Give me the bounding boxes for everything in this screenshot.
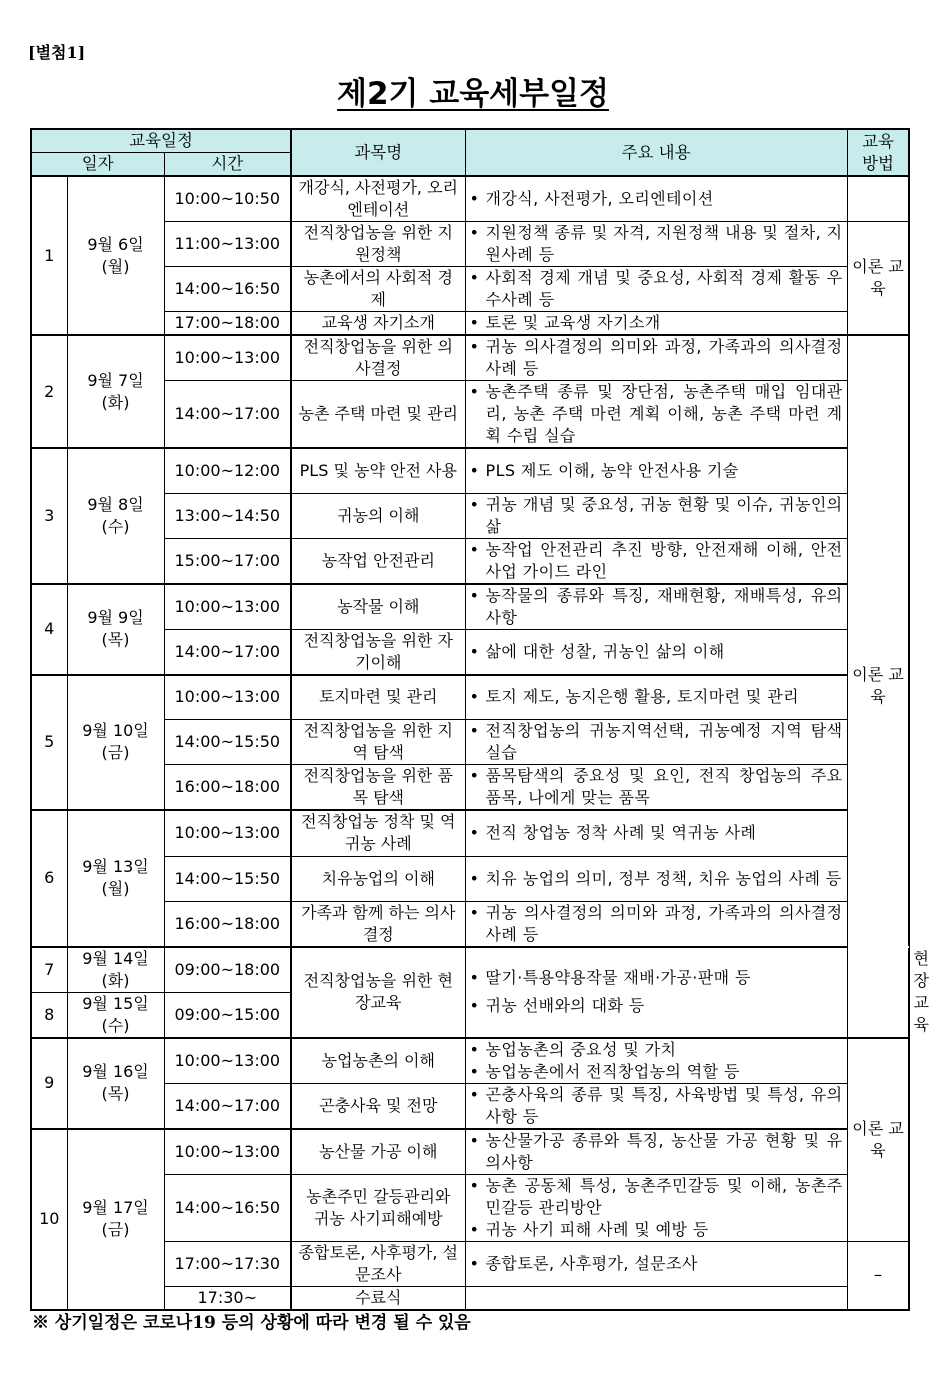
day-number: 6 xyxy=(31,810,67,947)
session-subject: 농작물 이해 xyxy=(291,584,465,630)
session-time: 14:00~17:00 xyxy=(164,1083,291,1129)
day-date: 9월 7일 (화) xyxy=(67,335,164,448)
session-subject: 농촌주민 갈등관리와 귀농 사기피해예방 xyxy=(291,1174,465,1241)
session-subject: 수료식 xyxy=(291,1286,465,1310)
session-content: • 토지 제도, 농지은행 활용, 토지마련 및 관리 xyxy=(465,675,847,720)
session-subject: 전직창업농을 위한 지역 탐색 xyxy=(291,720,465,765)
session-content: • PLS 제도 이해, 농약 안전사용 기술 xyxy=(465,448,847,493)
session-time: 14:00~15:50 xyxy=(164,720,291,765)
session-time: 10:00~13:00 xyxy=(164,584,291,630)
session-subject: 전직창업농을 위한 품목 탐색 xyxy=(291,765,465,811)
footnote: ※ 상기일정은 코로나19 등의 상황에 따라 변경 될 수 있음 xyxy=(32,1313,471,1333)
header-method: 교육 방법 xyxy=(847,129,909,176)
session-time: 10:00~12:00 xyxy=(164,448,291,493)
session-subject: 개강식, 사전평가, 오리엔테이션 xyxy=(291,176,465,222)
day-number: 2 xyxy=(31,335,67,448)
day-date: 9월 17일 (금) xyxy=(67,1129,164,1310)
session-content: • 전직 창업농 정착 사례 및 역귀농 사례 xyxy=(465,810,847,856)
day-number: 4 xyxy=(31,584,67,675)
session-subject: 농촌 주택 마련 및 관리 xyxy=(291,381,465,449)
day-date: 9월 15일 (수) xyxy=(67,992,164,1038)
session-time: 13:00~14:50 xyxy=(164,493,291,538)
method-cell: 이론 교육 xyxy=(847,222,909,336)
session-subject: 가족과 함께 하는 의사 결정 xyxy=(291,901,465,947)
session-content: • 농산물가공 종류와 특징, 농산물 가공 현황 및 유의사항 xyxy=(465,1129,847,1175)
session-content: • 귀농 개념 및 중요성, 귀농 현황 및 이슈, 귀농인의 삶 xyxy=(465,493,847,538)
session-content: • 농촌 공동체 특성, 농촌주민갈등 및 이해, 농촌주민갈등 관리방안 • 귀농 사기 피해 사례 및 예방 등 xyxy=(465,1174,847,1241)
session-content: • 귀농 의사결정의 의미와 과정, 가족과의 의사결정 사례 등 xyxy=(465,335,847,381)
session-subject: 농작업 안전관리 xyxy=(291,538,465,584)
session-time: 17:00~18:00 xyxy=(164,312,291,336)
session-content: • 농작업 안전관리 추진 방향, 안전재해 이해, 안전사업 가이드 라인 xyxy=(465,538,847,584)
session-content: • 종합토론, 사후평가, 설문조사 xyxy=(465,1241,847,1286)
session-time: 10:00~13:00 xyxy=(164,335,291,381)
session-time: 10:00~13:00 xyxy=(164,675,291,720)
session-subject: 전직창업농을 위한 의사결정 xyxy=(291,335,465,381)
session-content: • 토론 및 교육생 자기소개 xyxy=(465,312,847,336)
method-cell xyxy=(847,176,909,222)
day-number: 10 xyxy=(31,1129,67,1310)
session-time: 17:30~ xyxy=(164,1286,291,1310)
session-time: 14:00~16:50 xyxy=(164,1174,291,1241)
session-time: 10:00~13:00 xyxy=(164,1038,291,1084)
session-subject: 전직창업농 정착 및 역귀농 사례 xyxy=(291,810,465,856)
session-time: 10:00~13:00 xyxy=(164,810,291,856)
day-number: 3 xyxy=(31,448,67,584)
method-cell: 이론 교육 xyxy=(847,1038,909,1242)
day-number: 8 xyxy=(31,992,67,1038)
day-date: 9월 16일 (목) xyxy=(67,1038,164,1129)
attachment-label: [별첨1] xyxy=(28,43,86,62)
session-content xyxy=(465,1286,847,1310)
session-content: • 딸기·특용약용작물 재배·가공·판매 등 • 귀농 선배와의 대화 등 xyxy=(465,947,847,1038)
session-content: • 품목탐색의 중요성 및 요인, 전직 창업농의 주요 품목, 나에게 맞는 품목 xyxy=(465,765,847,811)
session-content: • 농촌주택 종류 및 장단점, 농촌주택 매입 임대관리, 농촌 주택 마련 계획 이해, 농촌 주택 마련 계획 수립 실습 xyxy=(465,381,847,449)
day-number: 9 xyxy=(31,1038,67,1129)
session-content: • 농업농촌의 중요성 및 가치 • 농업농촌에서 전직창업농의 역할 등 xyxy=(465,1038,847,1084)
session-subject: 귀농의 이해 xyxy=(291,493,465,538)
session-subject: 토지마련 및 관리 xyxy=(291,675,465,720)
schedule-table: 교육일정 과목명 주요 내용 교육 방법 일자 시간 1 9월 6일 (월) 10:00~10:50 개강식, 사전평가, 오리엔테이션 • 개강식, 사전평가, 오리엔테이션 11:00~13:00 전직창업농을 위한 지원정책 • 지원정책 종류 및 자격, 지원정책 내용 및 절차, 지원사례 등 이론 교육 14:00~16:50 농촌에서의 사회적 경제 • 사회적 경제 개념 및 중요성, 사회적 경제 활동 우수사례 등 17:00~18:00 교육생 자기소개 • 토론 및 교육생 자기소개 2 9월 7일 (화) 10:00~13:00 전직창업농을 위한 의사결정 • 귀농 의사결정의 의미와 과정, 가족과의 의사결정 사례 등 이론 교육 14:00~17:00 농촌 주택 마련 및 관리 • 농촌주택 종류 및 장단점, 농촌주택 매입 임대관리, 농촌 주택 마련 계획 이해, 농촌 주택 마련 계획 수립 실습 3 9월 8일 (수) 10:00~12:00 PLS 및 농약 안전 사용 • PLS 제도 이해, 농약 안전사용 기술 13:00~14:50 귀농의 이해 • 귀농 개념 및 중요성, 귀농 현황 및 이슈, 귀농인의 삶 15:00~17:00 농작업 안전관리 • 농작업 안전관리 추진 방향, 안전재해 이해, 안전사업 가이드 라인 4 9월 9일 (목) 10:00~13:00 농작물 이해 • 농작물의 종류와 특징, 재배현황, 재배특성, 유의사항 14:00~17:00 전직창업농을 위한 자기이해 • 삶에 대한 성찰, 귀농인 삶의 이해 5 9월 10일 (금) 10:00~13:00 토지마련 및 관리 • 토지 제도, 농지은행 활용, 토지마련 및 관리 14:00~15:50 전직창업농을 위한 지역 탐색 • 전직창업농의 귀농지역선택, 귀농예정 지역 탐색 실습 16:00~18:00 전직창업농을 위한 품목 탐색 • 품목탐색의 중요성 및 요인, 전직 창업농의 주요 품목, 나에게 맞는 품목 6 9월 13일 (월) 10:00~13:00 전직창업농 정착 및 역귀농 사례 • 전직 창업농 정착 사례 및 역귀농 사례 14:00~15:50 치유농업의 이해 • 치유 농업의 의미, 정부 정책, 치유 농업의 사례 등 16:00~18:00 가족과 함께 하는 의사 결정 • 귀농 의사결정의 의미와 과정, 가족과의 의사결정 사례 등 7 9월 14일 (화) 09:00~18:00 전직창업농을 위한 현장교육 • 딸기·특용약용작물 재배·가공·판매 등 • 귀농 선배와의 대화 등 현장 교육 8 9월 15일 (수) 09:00~15:00 9 9월 16일 (목) 10:00~13:00 농업농촌의 이해 • 농업농촌의 중요성 및 가치 • 농업농촌에서 전직창업농의 역할 등 이론 교육 14:00~17:00 곤충사육 및 전망 • 곤충사육의 종류 및 특징, 사육방법 및 특성, 유의사항 등 10 9월 17일 (금) 10:00~13:00 농산물 가공 이해 • 농산물가공 종류와 특징, 농산물 가공 현황 및 유의사항 14:00~16:50 농촌주민 갈등관리와 귀농 사기피해예방 • 농촌 공동체 특성, 농촌주민갈등 및 이해, 농촌주민갈등 관리방안 • 귀농 사기 피해 사례 및 예방 등 17:00~17:30 종합토론, 사후평가, 설문조사 • 종합토론, 사후평가, 설문조사 – 17:30~ 수료식 xyxy=(30,128,910,1311)
session-subject: 전직창업농을 위한 자기이해 xyxy=(291,629,465,675)
day-number: 1 xyxy=(31,176,67,335)
session-subject: 치유농업의 이해 xyxy=(291,856,465,901)
session-content: • 귀농 의사결정의 의미와 과정, 가족과의 의사결정 사례 등 xyxy=(465,901,847,947)
day-date: 9월 14일 (화) xyxy=(67,947,164,993)
header-day: 일자 xyxy=(31,153,164,177)
session-time: 10:00~13:00 xyxy=(164,1129,291,1175)
session-content: • 곤충사육의 종류 및 특징, 사육방법 및 특성, 유의사항 등 xyxy=(465,1083,847,1129)
session-subject: PLS 및 농약 안전 사용 xyxy=(291,448,465,493)
session-content: • 지원정책 종류 및 자격, 지원정책 내용 및 절차, 지원사례 등 xyxy=(465,222,847,267)
header-schedule: 교육일정 xyxy=(31,129,291,153)
page-title: 제2기 교육세부일정 xyxy=(337,76,609,112)
session-subject: 전직창업농을 위한 지원정책 xyxy=(291,222,465,267)
session-subject: 곤충사육 및 전망 xyxy=(291,1083,465,1129)
session-subject: 교육생 자기소개 xyxy=(291,312,465,336)
day-date: 9월 6일 (월) xyxy=(67,176,164,335)
session-time: 14:00~15:50 xyxy=(164,856,291,901)
session-time: 16:00~18:00 xyxy=(164,901,291,947)
session-content: • 사회적 경제 개념 및 중요성, 사회적 경제 활동 우수사례 등 xyxy=(465,267,847,312)
session-time: 11:00~13:00 xyxy=(164,222,291,267)
session-content: • 개강식, 사전평가, 오리엔테이션 xyxy=(465,176,847,222)
day-date: 9월 8일 (수) xyxy=(67,448,164,584)
session-time: 09:00~18:00 xyxy=(164,947,291,993)
day-date: 9월 9일 (목) xyxy=(67,584,164,675)
session-time: 17:00~17:30 xyxy=(164,1241,291,1286)
header-content: 주요 내용 xyxy=(465,129,847,176)
session-time: 14:00~17:00 xyxy=(164,381,291,449)
day-number: 7 xyxy=(31,947,67,993)
day-number: 5 xyxy=(31,675,67,811)
session-time: 15:00~17:00 xyxy=(164,538,291,584)
session-subject: 농업농촌의 이해 xyxy=(291,1038,465,1084)
session-time: 09:00~15:00 xyxy=(164,992,291,1038)
day-date: 9월 13일 (월) xyxy=(67,810,164,947)
session-content: • 전직창업농의 귀농지역선택, 귀농예정 지역 탐색 실습 xyxy=(465,720,847,765)
session-time: 10:00~10:50 xyxy=(164,176,291,222)
session-content: • 치유 농업의 의미, 정부 정책, 치유 농업의 사례 등 xyxy=(465,856,847,901)
session-content: • 삶에 대한 성찰, 귀농인 삶의 이해 xyxy=(465,629,847,675)
header-subject: 과목명 xyxy=(291,129,465,176)
session-subject: 농촌에서의 사회적 경제 xyxy=(291,267,465,312)
session-time: 16:00~18:00 xyxy=(164,765,291,811)
method-cell: – xyxy=(847,1241,909,1310)
session-time: 14:00~16:50 xyxy=(164,267,291,312)
session-content: • 농작물의 종류와 특징, 재배현황, 재배특성, 유의사항 xyxy=(465,584,847,630)
session-subject: 종합토론, 사후평가, 설문조사 xyxy=(291,1241,465,1286)
session-subject: 전직창업농을 위한 현장교육 xyxy=(291,947,465,1038)
session-subject: 농산물 가공 이해 xyxy=(291,1129,465,1175)
header-time: 시간 xyxy=(164,153,291,177)
method-cell: 이론 교육 xyxy=(847,335,909,1038)
session-time: 14:00~17:00 xyxy=(164,629,291,675)
day-date: 9월 10일 (금) xyxy=(67,675,164,811)
